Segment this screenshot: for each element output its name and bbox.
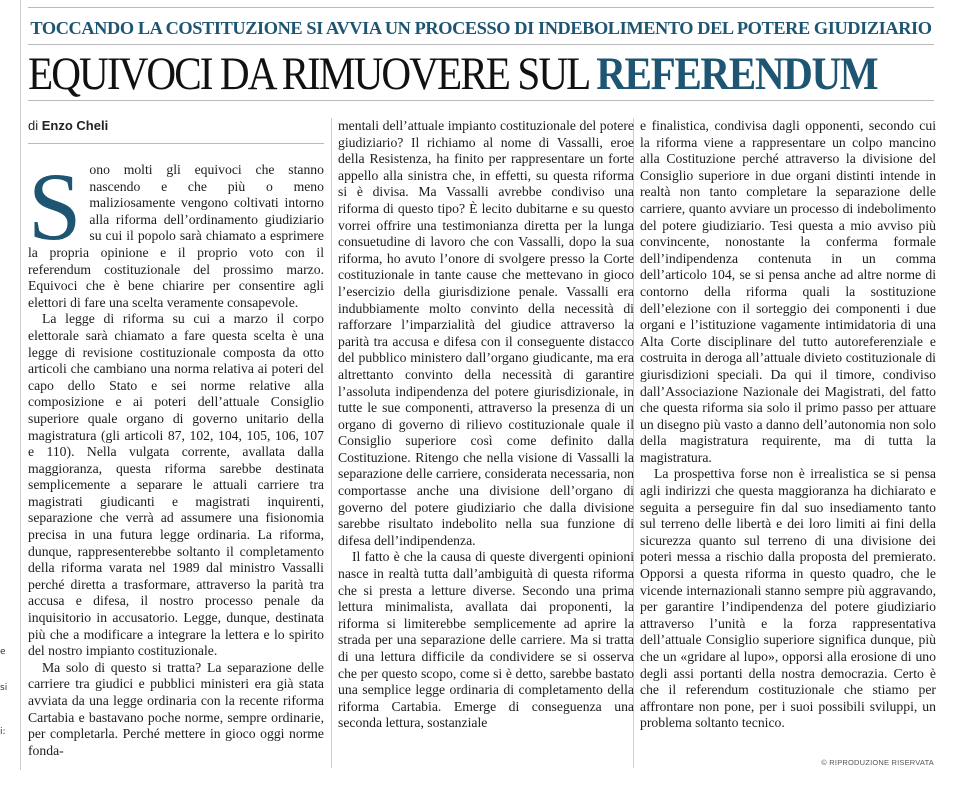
paragraph: mentali dell’attuale impianto costituzionale del potere giudiziario? Il richiamo al nome di Vassalli, eroe della Resistenza, ha finito per rappresentare un forte appello alla sinistra che, in effetti, su questa riforma si è divisa. Ma Vassalli avrebbe condiviso una riforma di questo tipo? È lecito dubitarne e su questo vorrei offrire una testimonianza diretta per la lunga consuetudine di lavoro che con Vassalli, dopo la sua riforma, ho avuto l’onore di svolgere presso la Corte costituzionale in tante cause che mettevano in gioco l’esercizio della giurisdizione penale. Vassalli era indubbiamente molto convinto della necessità di rafforzare l’imparzialità del giudice attraverso la parità tra accusa e difesa con il conseguente distacco del pubblico ministero dall’organo giudicante, ma era altrettanto convinto della necessità di garantire l’assoluta indipendenza del potere giurisdizionale, in tutte le sue componenti, attraverso la presenza di un organo di governo di rilievo costituzionale quale il Consiglio superiore così come definito dalla Costituzione. Ritengo che nella visione di Vassalli la separazione delle carriere, considerata necessaria, non comportasse anche una divisione dell’organo di governo del potere giudiziario che dalla divisione sarebbe risultato indebolito nella sua funzione di difesa dell’indipendenza. — [338, 118, 635, 548]
paragraph: e finalistica, condivisa dagli opponenti, secondo cui la riforma viene a rappresentare un colpo mancino alla Costituzione perché attraverso la divisione del Consiglio superiore in due organi distinti intende in realtà non tanto completare la separazione delle carriere, quanto avviare un processo di indebolimento del potere giudiziario. Tesi questa a mio avviso più convincente, nonostante la conferma formale dell’indipendenza contenuta in un comma dell’articolo 104, se si pensa anche ad altre norme di contorno della riforma quali la sostituzione dell’elezione con il sorteggio dei componenti i due organi e l’istituzione vagamente intimidatoria di una Alta Corte disciplinare del tutto autoreferenziale e costruita in deroga all’attuale divieto costituzionale di giurisdizioni speciali. Da qui il timore, condiviso dall’Associazione Nazionale dei Magistrati, del fatto che questa riforma sia solo il primo passo per attuare un disegno più vasto a danno dell’autonomia non solo della magistratura requirente, ma di tutta la magistratura. — [640, 118, 936, 465]
headline — [28, 48, 878, 100]
headline-accent: REFERENDUM — [596, 48, 878, 100]
adjacent-column-fragment: si — [0, 683, 8, 693]
article-column-3 — [640, 118, 936, 732]
page-edge-border — [20, 0, 21, 770]
byline-rule — [28, 143, 324, 144]
copyright-notice: © RIPRODUZIONE RISERVATA — [821, 758, 934, 767]
adjacent-column-fragment: i: — [0, 727, 6, 737]
byline-prefix: di — [28, 118, 42, 133]
top-rule — [28, 7, 934, 8]
article-column-2 — [338, 118, 634, 732]
paragraph: Ma solo di questo si tratta? La separazione delle carriere tra giudici e pubblici ministeri era già stata avviata da una legge ordinaria con la recente riforma Cartabia e bastavano poche norme, sempre ordinarie, per completarla. Perché mettere in gioco oggi norme fonda- — [28, 659, 324, 758]
kicker: TOCCANDO LA COSTITUZIONE SI AVVIA UN PROCESSO DI INDEBOLIMENTO DEL POTERE GIUDIZIARIO — [30, 18, 932, 38]
article-column-1 — [28, 153, 324, 759]
paragraph: Il fatto è che la causa di queste divergenti opinioni nasce in realtà tutta dall’ambiguità di questa riforma che si presta a letture diverse. Secondo una prima lettura minimalista, avallata dai proponenti, la riforma si limiterebbe semplicemente ad aprire la strada per una separazione delle carriere. Ma si tratta di una lettura difficile da condividere se si osserva che per questo scopo, come si è detto, sarebbe bastato una semplice legge ordinaria di completamento della riforma Cartabia. Emerge di conseguenza una seconda lettura, sostanziale — [338, 549, 634, 731]
paragraph: La legge di riforma su cui a marzo il corpo elettorale sarà chiamato a fare questa scelta è una legge di revisione costituzionale composta da otto articoli che cambiano una norma relativa ai poteri del capo dello Stato e sei norme relative alla composizione e ai poteri dell’attuale Consiglio superiore quale organo di governo unitario della magistratura (gli articoli 87, 102, 104, 105, 106, 107 e 110). Nella vulgata corrente, avallata dalla maggioranza, questa riforma sarebbe destinata semplicemente a separare le attuali carriere tra magistrati giudicanti e magistrati inquirenti, separazione che verrà ad assumere una fisionomia precisa in una futura legge ordinaria. La riforma, dunque, rappresenterebbe soltanto il completamento della riforma varata nel 1989 dal ministro Vassalli perché diretta a trasformare, attraverso la parità tra accusa e difesa, il nostro processo penale da inquisitorio in accusatorio. Legge, dunque, destinata più che a modificare a integrare la lettera e lo spirito del nostro impianto costituzionale. — [28, 311, 324, 659]
headline-main: EQUIVOCI DA RIMUOVERE SUL — [28, 48, 597, 100]
byline-author: Enzo Cheli — [41, 118, 109, 133]
paragraph: La prospettiva forse non è irrealistica se si pensa agli indirizzi che questa maggioranza ha dichiarato e seguita a perseguire fin dal suo insediamento tanto sul terreno delle libertà e dei loro limiti ai fini della sicurezza quanto sul terreno di una divisione dei poteri messa a rischio dalla proposta del premierato. Opporsi a questa riforma in questo quadro, che le vicende internazionali stanno sempre più aggravando, per garantire l’indipendenza del potere giudiziario attraverso l’unità e la forza rappresentativa dell’attuale Consiglio superiore significa dunque, più che un «gridare al lupo», opporsi alla erosione di uno degli assi portanti della nostra democrazia. Certo è che il referendum costituzionale che stiamo per affrontare non pone, per i suoi possibili sviluppi, un problema soltanto tecnico. — [640, 466, 936, 731]
adjacent-column-fragment: e — [0, 647, 6, 657]
dropcap: S — [28, 153, 82, 260]
paragraph-text: ono molti gli equivoci che stanno nascendo e che più o meno maliziosamente vengono coltivati intorno alla riforma dell’ordinamento giudiziario su cui il popolo sarà chiamato a esprimere la propria opinione e il proprio voto con il referendum costituzionale del prossimo marzo. Equivoci che è bene chiarire per consentire agli elettori di fare una scelta veramente consapevole. — [28, 162, 324, 310]
column-divider — [331, 118, 332, 768]
kicker-rule — [28, 44, 934, 45]
byline — [28, 118, 108, 133]
paragraph — [28, 153, 324, 311]
headline-rule — [28, 100, 934, 101]
